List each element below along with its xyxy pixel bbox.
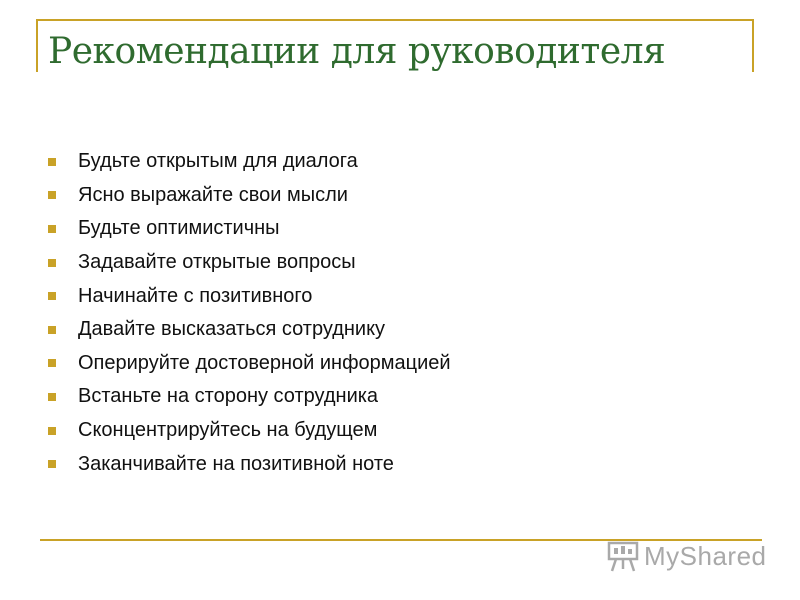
square-bullet-icon bbox=[48, 359, 56, 367]
logo-text: MyShared bbox=[644, 540, 767, 571]
list-item bbox=[48, 279, 451, 313]
bullet-text: Ясно выражайте свои мысли bbox=[78, 183, 348, 206]
list-item bbox=[48, 347, 451, 381]
bullet-text: Давайте высказаться сотруднику bbox=[78, 318, 386, 341]
square-bullet-icon bbox=[48, 427, 56, 435]
square-bullet-icon bbox=[48, 225, 56, 233]
square-bullet-icon bbox=[48, 191, 56, 199]
square-bullet-icon bbox=[48, 259, 56, 267]
square-bullet-icon bbox=[48, 158, 56, 166]
slide-title: Рекомендации для руководителя bbox=[48, 31, 666, 72]
list-item bbox=[48, 246, 451, 280]
list-item bbox=[48, 145, 451, 179]
square-bullet-icon bbox=[48, 460, 56, 468]
bullet-text: Начинайте с позитивного bbox=[78, 284, 313, 307]
square-bullet-icon bbox=[48, 393, 56, 401]
list-item bbox=[48, 179, 451, 213]
square-bullet-icon bbox=[48, 292, 56, 300]
frame-line-right bbox=[752, 19, 754, 72]
bullet-text: Сконцентрируйтесь на будущем bbox=[78, 419, 378, 442]
list-item bbox=[48, 380, 451, 414]
myshared-logo[interactable] bbox=[606, 536, 766, 576]
frame-line-top bbox=[36, 19, 754, 21]
bullet-text: Задавайте открытые вопросы bbox=[78, 251, 356, 274]
presentation-board-icon bbox=[606, 539, 640, 573]
list-item bbox=[48, 212, 451, 246]
bullet-text: Будьте открытым для диалога bbox=[78, 150, 358, 173]
list-item bbox=[48, 313, 451, 347]
list-item bbox=[48, 447, 451, 481]
bullet-text: Заканчивайте на позитивной ноте bbox=[78, 452, 394, 475]
frame-line-left bbox=[36, 19, 38, 72]
square-bullet-icon bbox=[48, 326, 56, 334]
bullet-text: Будьте оптимистичны bbox=[78, 217, 280, 240]
list-item bbox=[48, 414, 451, 448]
bullet-text: Встаньте на сторону сотрудника bbox=[78, 385, 379, 408]
bullet-list bbox=[48, 145, 451, 481]
bullet-text: Оперируйте достоверной информацией bbox=[78, 351, 451, 374]
